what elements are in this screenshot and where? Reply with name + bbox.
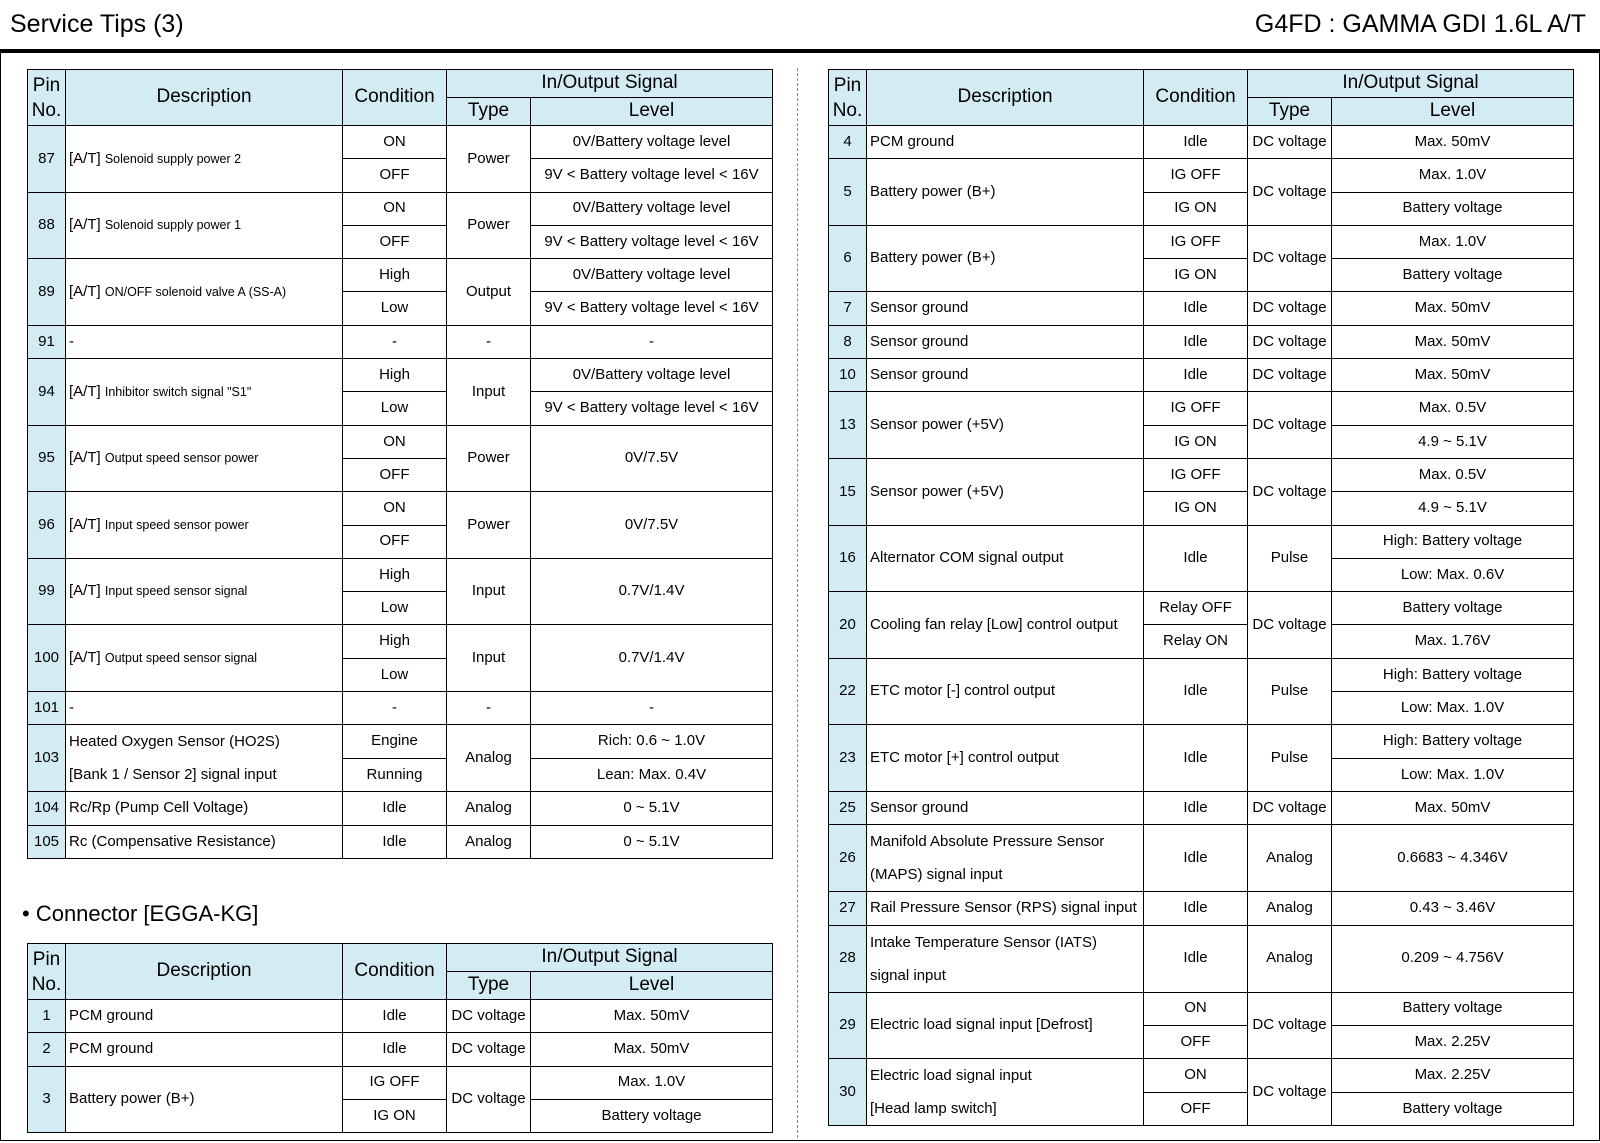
- level-cell: Battery voltage: [1332, 592, 1574, 625]
- description-cell: PCM ground: [66, 1033, 343, 1066]
- condition-cell: ON: [343, 425, 447, 458]
- table-row: [829, 925, 1574, 959]
- condition-cell: IG ON: [1144, 492, 1248, 525]
- table-row: [829, 126, 1574, 159]
- page-title: Service Tips (3): [10, 10, 184, 38]
- description-cell: Manifold Absolute Pressure Sensor (MAPS) signal input: [867, 825, 1144, 892]
- type-cell: DC voltage: [447, 1066, 531, 1133]
- pin-number-cell: 1: [28, 1000, 66, 1033]
- pin-number-cell: 26: [829, 825, 867, 892]
- table-row: [28, 325, 773, 358]
- level-cell: 0 ~ 5.1V: [531, 792, 773, 825]
- type-cell: Pulse: [1248, 525, 1332, 592]
- level-cell: 0.43 ~ 3.46V: [1332, 892, 1574, 925]
- type-cell: Pulse: [1248, 658, 1332, 725]
- pin-number-cell: 23: [829, 725, 867, 792]
- level-cell: 9V < Battery voltage level < 16V: [531, 159, 773, 192]
- table-row: [28, 1066, 773, 1099]
- condition-cell: OFF: [1144, 1025, 1248, 1058]
- table-row: [829, 292, 1574, 325]
- table-row: [28, 692, 773, 725]
- condition-cell: OFF: [343, 525, 447, 558]
- condition-cell: Idle: [343, 1033, 447, 1066]
- level-cell: -: [531, 325, 773, 358]
- type-cell: Output: [447, 259, 531, 326]
- table-row: [28, 492, 773, 525]
- description-cell: -: [66, 692, 343, 725]
- condition-cell: Idle: [1144, 525, 1248, 592]
- type-cell: DC voltage: [1248, 1059, 1332, 1126]
- description-cell: Alternator COM signal output: [867, 525, 1144, 592]
- condition-cell: ON: [343, 126, 447, 159]
- type-cell: DC voltage: [1248, 159, 1332, 226]
- description-cell: Electric load signal input [Head lamp switch]: [867, 1059, 1144, 1126]
- condition-cell: High: [343, 259, 447, 292]
- level-cell: Max. 1.76V: [1332, 625, 1574, 658]
- condition-cell: Idle: [1144, 325, 1248, 358]
- condition-cell: Relay OFF: [1144, 592, 1248, 625]
- description-cell: Sensor power (+5V): [867, 458, 1144, 525]
- level-cell: Max. 2.25V: [1332, 1025, 1574, 1058]
- description-cell: ETC motor [+] control output: [867, 725, 1144, 792]
- level-cell: Max. 1.0V: [1332, 159, 1574, 192]
- type-cell: DC voltage: [447, 1000, 531, 1033]
- condition-cell: IG ON: [1144, 192, 1248, 225]
- type-cell: -: [447, 692, 531, 725]
- level-cell: 4.9 ~ 5.1V: [1332, 492, 1574, 525]
- type-cell: Analog: [447, 825, 531, 858]
- condition-header: Condition: [343, 70, 447, 126]
- description-header: Description: [66, 70, 343, 126]
- level-cell: Max. 50mV: [1332, 791, 1574, 824]
- pin-number-cell: 8: [829, 325, 867, 358]
- pin-number-cell: 96: [28, 492, 66, 559]
- level-cell: Max. 50mV: [531, 1033, 773, 1066]
- table-row: [28, 1033, 773, 1066]
- type-header: Type: [447, 98, 531, 126]
- level-cell: Battery voltage: [1332, 192, 1574, 225]
- table-row: [829, 225, 1574, 258]
- description-cell: [A/T] Output speed sensor signal: [66, 625, 343, 692]
- description-cell: [A/T] Inhibitor switch signal "S1": [66, 359, 343, 426]
- level-cell: 0V/7.5V: [531, 492, 773, 559]
- engine-model: G4FD : GAMMA GDI 1.6L A/T: [1254, 10, 1586, 38]
- pin-no-header: Pin No.: [28, 70, 66, 126]
- description-cell: [A/T] ON/OFF solenoid valve A (SS-A): [66, 259, 343, 326]
- pin-number-cell: 10: [829, 359, 867, 392]
- table-row: [829, 825, 1574, 859]
- condition-cell: ON: [343, 192, 447, 225]
- description-cell: Battery power (B+): [867, 159, 1144, 226]
- level-cell: Max. 1.0V: [1332, 225, 1574, 258]
- condition-cell: -: [343, 692, 447, 725]
- level-cell: High: Battery voltage: [1332, 658, 1574, 691]
- level-cell: High: Battery voltage: [1332, 725, 1574, 758]
- level-cell: Low: Max. 1.0V: [1332, 692, 1574, 725]
- table-row: [28, 792, 773, 825]
- description-cell: Sensor power (+5V): [867, 392, 1144, 459]
- pin-number-cell: 15: [829, 458, 867, 525]
- pin-number-cell: 95: [28, 425, 66, 492]
- type-cell: DC voltage: [1248, 126, 1332, 159]
- condition-cell: Idle: [343, 792, 447, 825]
- condition-cell: Engine: [343, 725, 447, 759]
- level-header: Level: [531, 972, 773, 1000]
- table-row: [28, 725, 773, 759]
- level-cell: Max. 50mV: [1332, 126, 1574, 159]
- type-cell: Input: [447, 625, 531, 692]
- pin-number-cell: 6: [829, 225, 867, 292]
- type-cell: DC voltage: [1248, 392, 1332, 459]
- type-cell: DC voltage: [1248, 225, 1332, 292]
- column-divider: [797, 68, 798, 1138]
- description-cell: Rc (Compensative Resistance): [66, 825, 343, 858]
- table-row: [829, 791, 1574, 824]
- description-cell: Sensor ground: [867, 359, 1144, 392]
- condition-cell: Idle: [1144, 825, 1248, 892]
- level-cell: Max. 50mV: [1332, 292, 1574, 325]
- condition-cell: ON: [1144, 1059, 1248, 1093]
- pin-number-cell: 88: [28, 192, 66, 259]
- level-cell: Max. 50mV: [531, 1000, 773, 1033]
- type-cell: Analog: [1248, 925, 1332, 992]
- condition-cell: Running: [343, 758, 447, 792]
- condition-cell: High: [343, 558, 447, 591]
- type-cell: Pulse: [1248, 725, 1332, 792]
- type-cell: DC voltage: [447, 1033, 531, 1066]
- level-cell: 0V/Battery voltage level: [531, 192, 773, 225]
- condition-cell: ON: [343, 492, 447, 525]
- description-cell: Electric load signal input [Defrost]: [867, 992, 1144, 1059]
- description-cell: Sensor ground: [867, 791, 1144, 824]
- table-row: [829, 1059, 1574, 1093]
- level-cell: -: [531, 692, 773, 725]
- io-signal-header: In/Output Signal: [447, 944, 773, 972]
- type-cell: DC voltage: [1248, 592, 1332, 659]
- level-cell: 0V/Battery voltage level: [531, 359, 773, 392]
- pin-number-cell: 20: [829, 592, 867, 659]
- pin-number-cell: 89: [28, 259, 66, 326]
- condition-cell: High: [343, 359, 447, 392]
- level-cell: Low: Max. 1.0V: [1332, 758, 1574, 791]
- table-row: [28, 625, 773, 658]
- level-cell: High: Battery voltage: [1332, 525, 1574, 558]
- condition-cell: OFF: [343, 159, 447, 192]
- pin-number-cell: 13: [829, 392, 867, 459]
- condition-cell: Idle: [343, 825, 447, 858]
- type-cell: DC voltage: [1248, 292, 1332, 325]
- level-cell: 9V < Battery voltage level < 16V: [531, 392, 773, 425]
- description-cell: ETC motor [-] control output: [867, 658, 1144, 725]
- description-header: Description: [66, 944, 343, 1000]
- pin-number-cell: 22: [829, 658, 867, 725]
- level-cell: 9V < Battery voltage level < 16V: [531, 225, 773, 258]
- condition-cell: IG OFF: [1144, 392, 1248, 425]
- condition-cell: IG OFF: [1144, 458, 1248, 491]
- table-row: [829, 658, 1574, 691]
- level-cell: Max. 2.25V: [1332, 1059, 1574, 1093]
- pin-number-cell: 101: [28, 692, 66, 725]
- pin-number-cell: 3: [28, 1066, 66, 1133]
- condition-cell: Low: [343, 592, 447, 625]
- pin-number-cell: 2: [28, 1033, 66, 1066]
- level-cell: 0.209 ~ 4.756V: [1332, 925, 1574, 992]
- description-cell: [A/T] Solenoid supply power 1: [66, 192, 343, 259]
- condition-cell: Relay ON: [1144, 625, 1248, 658]
- pin-table-right: [828, 69, 1574, 1126]
- type-cell: Input: [447, 558, 531, 625]
- table-row: [28, 192, 773, 225]
- pin-number-cell: 29: [829, 992, 867, 1059]
- pin-number-cell: 100: [28, 625, 66, 692]
- pin-number-cell: 103: [28, 725, 66, 792]
- pin-number-cell: 104: [28, 792, 66, 825]
- condition-header: Condition: [1144, 70, 1248, 126]
- condition-cell: IG ON: [1144, 259, 1248, 292]
- condition-cell: High: [343, 625, 447, 658]
- condition-cell: Idle: [1144, 359, 1248, 392]
- type-cell: Analog: [447, 725, 531, 792]
- description-cell: Battery power (B+): [867, 225, 1144, 292]
- level-cell: 0.7V/1.4V: [531, 625, 773, 692]
- condition-cell: Idle: [1144, 292, 1248, 325]
- level-cell: Max. 1.0V: [531, 1066, 773, 1099]
- pin-no-header: Pin No.: [829, 70, 867, 126]
- level-cell: Max. 50mV: [1332, 325, 1574, 358]
- io-signal-header: In/Output Signal: [1248, 70, 1574, 98]
- pin-number-cell: 105: [28, 825, 66, 858]
- pin-number-cell: 94: [28, 359, 66, 426]
- type-cell: Power: [447, 492, 531, 559]
- type-cell: DC voltage: [1248, 458, 1332, 525]
- level-cell: Max. 0.5V: [1332, 392, 1574, 425]
- pin-no-header: Pin No.: [28, 944, 66, 1000]
- description-cell: Rc/Rp (Pump Cell Voltage): [66, 792, 343, 825]
- condition-cell: Low: [343, 392, 447, 425]
- table-row: [28, 825, 773, 858]
- condition-cell: IG ON: [343, 1099, 447, 1132]
- level-cell: Rich: 0.6 ~ 1.0V: [531, 725, 773, 759]
- pin-table-upper: [27, 69, 773, 859]
- description-cell: Heated Oxygen Sensor (HO2S) [Bank 1 / Sensor 2] signal input: [66, 725, 343, 792]
- table-row: [829, 592, 1574, 625]
- description-cell: PCM ground: [66, 1000, 343, 1033]
- condition-cell: OFF: [343, 458, 447, 491]
- type-cell: DC voltage: [1248, 359, 1332, 392]
- pin-number-cell: 27: [829, 892, 867, 925]
- pin-number-cell: 7: [829, 292, 867, 325]
- level-cell: 0.6683 ~ 4.346V: [1332, 825, 1574, 892]
- type-cell: Input: [447, 359, 531, 426]
- condition-cell: -: [343, 325, 447, 358]
- table-row: [28, 1000, 773, 1033]
- description-cell: [A/T] Input speed sensor power: [66, 492, 343, 559]
- description-cell: [A/T] Solenoid supply power 2: [66, 126, 343, 193]
- level-cell: Battery voltage: [531, 1099, 773, 1132]
- level-cell: Max. 0.5V: [1332, 458, 1574, 491]
- table-row: [28, 359, 773, 392]
- type-cell: DC voltage: [1248, 791, 1332, 824]
- pin-number-cell: 5: [829, 159, 867, 226]
- condition-cell: IG OFF: [343, 1066, 447, 1099]
- type-cell: DC voltage: [1248, 992, 1332, 1059]
- description-cell: PCM ground: [867, 126, 1144, 159]
- level-cell: 0.7V/1.4V: [531, 558, 773, 625]
- level-cell: Lean: Max. 0.4V: [531, 758, 773, 792]
- condition-cell: ON: [1144, 992, 1248, 1025]
- table-row: [28, 425, 773, 458]
- level-cell: Battery voltage: [1332, 259, 1574, 292]
- level-header: Level: [531, 98, 773, 126]
- pin-number-cell: 16: [829, 525, 867, 592]
- description-cell: [A/T] Input speed sensor signal: [66, 558, 343, 625]
- level-cell: Battery voltage: [1332, 992, 1574, 1025]
- pin-number-cell: 30: [829, 1059, 867, 1126]
- description-header: Description: [867, 70, 1144, 126]
- condition-cell: Idle: [1144, 925, 1248, 992]
- description-cell: -: [66, 325, 343, 358]
- table-row: [28, 558, 773, 591]
- table-row: [829, 892, 1574, 925]
- condition-cell: Idle: [1144, 126, 1248, 159]
- table-row: [829, 725, 1574, 758]
- description-cell: Cooling fan relay [Low] control output: [867, 592, 1144, 659]
- pin-number-cell: 87: [28, 126, 66, 193]
- type-header: Type: [1248, 98, 1332, 126]
- condition-cell: OFF: [343, 225, 447, 258]
- table-row: [829, 359, 1574, 392]
- description-cell: Rail Pressure Sensor (RPS) signal input: [867, 892, 1144, 925]
- description-cell: Intake Temperature Sensor (IATS) signal input: [867, 925, 1144, 992]
- condition-cell: IG OFF: [1144, 159, 1248, 192]
- connector-heading: • Connector [EGGA-KG]: [22, 901, 259, 926]
- pin-number-cell: 28: [829, 925, 867, 992]
- condition-cell: OFF: [1144, 1092, 1248, 1126]
- table-row: [829, 458, 1574, 491]
- level-cell: Max. 50mV: [1332, 359, 1574, 392]
- io-signal-header: In/Output Signal: [447, 70, 773, 98]
- type-cell: DC voltage: [1248, 325, 1332, 358]
- pin-number-cell: 91: [28, 325, 66, 358]
- condition-cell: Low: [343, 658, 447, 691]
- pin-table-lower: [27, 943, 773, 1133]
- condition-cell: Idle: [1144, 791, 1248, 824]
- table-row: [829, 392, 1574, 425]
- level-cell: 0V/Battery voltage level: [531, 126, 773, 159]
- table-row: [829, 525, 1574, 558]
- condition-cell: Low: [343, 292, 447, 325]
- table-row: [829, 325, 1574, 358]
- level-cell: 0V/Battery voltage level: [531, 259, 773, 292]
- level-cell: 0 ~ 5.1V: [531, 825, 773, 858]
- condition-cell: Idle: [1144, 725, 1248, 792]
- type-cell: Power: [447, 425, 531, 492]
- type-header: Type: [447, 972, 531, 1000]
- level-cell: Low: Max. 0.6V: [1332, 558, 1574, 591]
- pin-number-cell: 25: [829, 791, 867, 824]
- description-cell: Sensor ground: [867, 292, 1144, 325]
- table-row: [829, 159, 1574, 192]
- level-cell: 9V < Battery voltage level < 16V: [531, 292, 773, 325]
- description-cell: Battery power (B+): [66, 1066, 343, 1133]
- type-cell: Analog: [1248, 825, 1332, 892]
- level-cell: Battery voltage: [1332, 1092, 1574, 1126]
- type-cell: Analog: [447, 792, 531, 825]
- level-cell: 4.9 ~ 5.1V: [1332, 425, 1574, 458]
- pin-number-cell: 4: [829, 126, 867, 159]
- type-cell: Analog: [1248, 892, 1332, 925]
- description-cell: Sensor ground: [867, 325, 1144, 358]
- type-cell: -: [447, 325, 531, 358]
- condition-cell: Idle: [1144, 658, 1248, 725]
- condition-cell: IG OFF: [1144, 225, 1248, 258]
- pin-number-cell: 99: [28, 558, 66, 625]
- condition-cell: IG ON: [1144, 425, 1248, 458]
- condition-cell: Idle: [1144, 892, 1248, 925]
- description-cell: [A/T] Output speed sensor power: [66, 425, 343, 492]
- level-cell: 0V/7.5V: [531, 425, 773, 492]
- table-row: [28, 259, 773, 292]
- condition-header: Condition: [343, 944, 447, 1000]
- type-cell: Power: [447, 192, 531, 259]
- table-row: [28, 126, 773, 159]
- table-row: [829, 992, 1574, 1025]
- type-cell: Power: [447, 126, 531, 193]
- page-header: [0, 0, 1600, 53]
- level-header: Level: [1332, 98, 1574, 126]
- condition-cell: Idle: [343, 1000, 447, 1033]
